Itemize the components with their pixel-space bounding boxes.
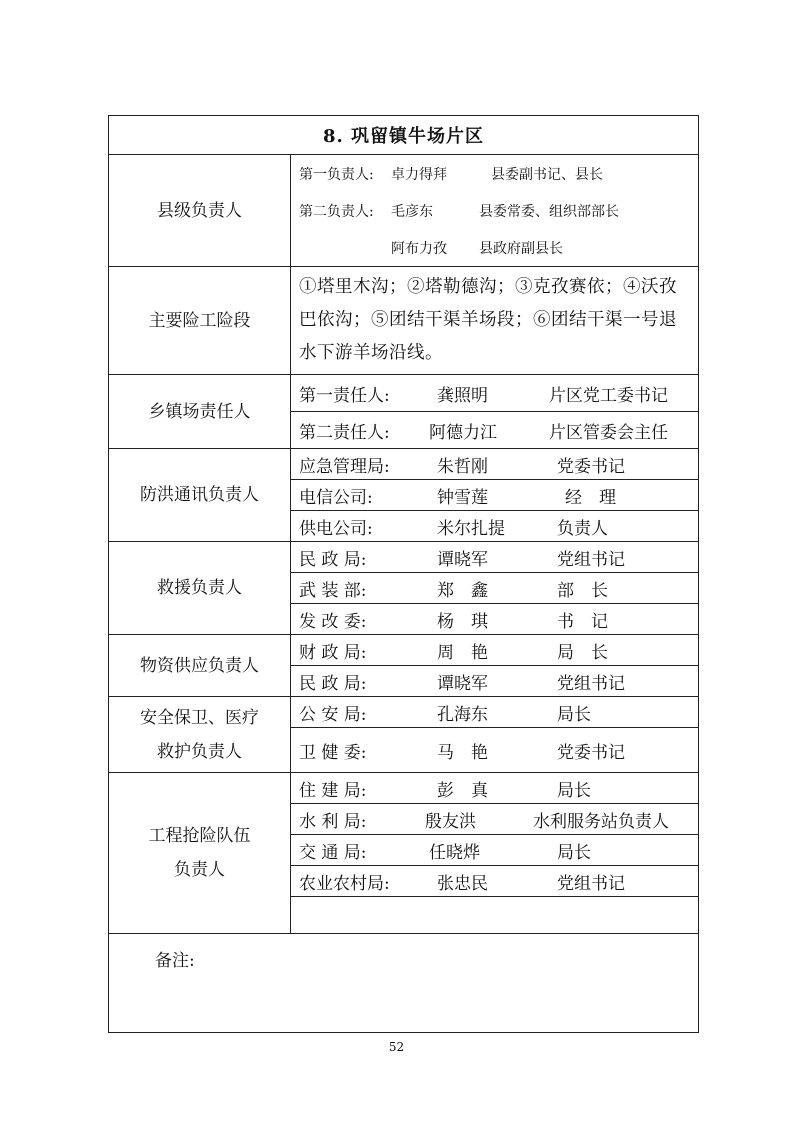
county-leader-line [291,229,698,266]
security-row [291,728,699,773]
position: 局长 [557,780,591,801]
security-label-line2: 救护负责人 [157,741,242,762]
role: 财 政 局: [299,642,367,663]
engineering-row [291,773,699,804]
position: 县委副书记、县长 [491,166,603,183]
engineering-responsible-label [109,773,291,934]
position: 党委书记 [557,742,625,763]
person-name: 马 艳 [437,742,488,763]
position: 局长 [557,842,591,863]
engineering-row [291,804,699,835]
person-name: 殷友洪 [425,811,476,832]
position: 部 长 [557,580,608,601]
position: 书 记 [557,611,608,632]
role: 公 安 局: [299,704,367,725]
role: 交 通 局: [299,842,367,863]
position: 水利服务站负责人 [533,811,669,832]
person-name: 张忠民 [437,873,488,894]
role: 应急管理局: [299,456,390,477]
position: 负责人 [557,518,608,539]
supply-row [291,635,699,666]
person-name: 谭晓军 [437,549,488,570]
position: 局 长 [557,642,608,663]
role: 民 政 局: [299,673,367,694]
role: 农业农村局: [299,873,390,894]
person-name: 龚照明 [437,385,488,406]
person-name: 谭晓军 [437,673,488,694]
danger-section-label: 主要险工险段 [109,267,291,375]
security-responsible-label [109,697,291,773]
town-responsible-row [291,375,699,412]
engineering-row [291,866,699,897]
role: 第二负责人: [299,203,374,220]
remarks-cell [109,934,699,1033]
position: 党组书记 [557,549,625,570]
person-name: 钟雪莲 [437,487,488,508]
role: 住 建 局: [299,780,367,801]
position: 县政府副县长 [479,240,563,257]
county-leader-line [291,192,698,229]
role: 供电公司: [299,518,373,539]
position: 党委书记 [557,456,625,477]
position: 党组书记 [557,873,625,894]
position: 党组书记 [557,673,625,694]
supply-row [291,666,699,697]
person-name: 毛彦东 [391,203,433,220]
page-number: 52 [388,1040,405,1054]
role: 第一责任人: [299,385,390,406]
comm-row [291,480,699,511]
role: 电信公司: [299,487,373,508]
county-leader-label: 县级负责人 [109,155,291,267]
danger-section-text: ①塔里木沟；②塔勒德沟；③克孜赛依；④沃孜巴依沟；⑤团结干渠羊场段；⑥团结干渠一号退水下游羊场沿线。 [299,277,677,363]
town-responsible-label: 乡镇场责任人 [109,375,291,449]
danger-section-cell [291,267,699,375]
position: 县委常委、组织部部长 [479,203,619,220]
town-responsible-row [291,412,699,449]
person-name: 朱哲刚 [437,456,488,477]
person-name: 卓力得拜 [391,166,447,183]
county-leader-list [291,155,699,267]
remarks-label: 备注: [155,951,195,971]
role: 武 装 部: [299,580,367,601]
rescue-row [291,542,699,573]
person-name: 米尔扎提 [437,518,505,539]
role: 第一负责人: [299,166,374,183]
engineering-row [291,835,699,866]
rescue-row [291,604,699,635]
engineering-label-line1: 工程抢险队伍 [148,826,251,846]
person-name: 任晓烨 [429,842,480,863]
flood-responsibility-table [108,115,699,1033]
security-row [291,697,699,728]
position: 片区党工委书记 [549,385,668,406]
person-name: 郑 鑫 [437,580,488,601]
position: 片区管委会主任 [549,422,668,443]
position: 经 理 [565,487,616,508]
supply-responsible-label: 物资供应负责人 [109,635,291,697]
person-name: 杨 琪 [437,611,488,632]
comm-row [291,511,699,542]
role: 第二责任人: [299,422,390,443]
table-title: 8. 巩留镇牛场片区 [109,116,699,155]
comm-responsible-label: 防洪通讯负责人 [109,449,291,542]
person-name: 阿布力孜 [391,240,447,257]
comm-row [291,449,699,480]
county-leader-line [291,155,698,192]
person-name: 阿德力江 [429,422,497,443]
security-label-line1: 安全保卫、医疗 [140,707,259,728]
rescue-responsible-label: 救援负责人 [109,542,291,635]
position: 局长 [557,704,591,725]
person-name: 彭 真 [437,780,488,801]
engineering-label-line2: 负责人 [174,860,225,880]
rescue-row [291,573,699,604]
role: 卫 健 委: [299,742,367,763]
role: 水 利 局: [299,811,367,832]
engineering-row-empty [291,897,699,934]
role: 发 改 委: [299,611,367,632]
person-name: 孔海东 [437,704,488,725]
person-name: 周 艳 [437,642,488,663]
role: 民 政 局: [299,549,367,570]
